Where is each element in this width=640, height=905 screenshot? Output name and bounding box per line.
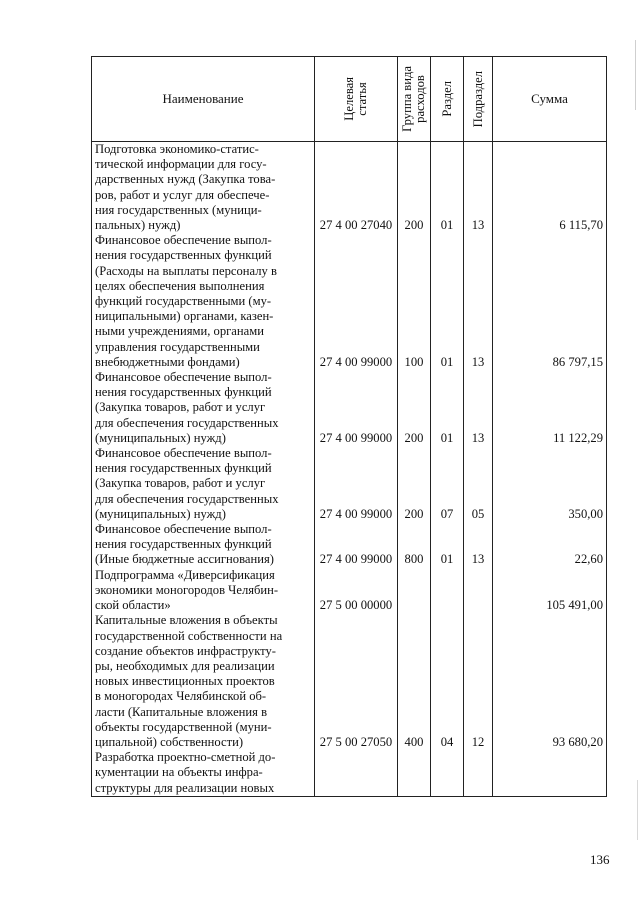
row-name: Разработка проектно-сметной до- кументации на объекты инфра- структуры для реализации новых [92,750,315,796]
row-sum: 105 491,00 [493,568,607,614]
header-expense-group-label: Группа вида расходов [400,66,427,132]
table-row [92,370,607,446]
row-sum: 350,00 [493,446,607,522]
row-expense-group [398,750,431,796]
row-sum: 93 680,20 [493,613,607,750]
header-section-label: Раздел [439,81,454,117]
row-target-article: 27 5 00 27050 [315,613,398,750]
row-expense-group [398,568,431,614]
row-subsection: 05 [464,446,493,522]
row-expense-group: 200 [398,370,431,446]
table-row [92,142,607,234]
header-name: Наименование [92,57,315,142]
row-expense-group: 200 [398,142,431,234]
row-name: Капитальные вложения в объекты государственной собственности на создание объектов инфраструкту- ры, необходимых для реализации новых инвестиционных проектов в моногородах Челябинской об- ласти (Капитальные вложения в объекты государственной (муни- ципальной) собственности) [92,613,315,750]
row-subsection: 12 [464,613,493,750]
row-section [431,750,464,796]
row-sum: 11 122,29 [493,370,607,446]
table-row [92,568,607,614]
header-target-article-label: Целевая статья [342,77,369,121]
header-subsection [464,57,493,142]
row-sum: 86 797,15 [493,233,607,370]
row-name: Финансовое обеспечение выпол- нения государственных функций (Расходы на выплаты персоналу в целях обеспечения выполнения функций государственными (му- ниципальными) органами, казен- ными учреждениями, органами управления государственными внебюджетными фондами) [92,233,315,370]
row-expense-group: 800 [398,522,431,568]
page-number: 136 [590,852,610,867]
row-subsection: 13 [464,522,493,568]
row-section: 01 [431,522,464,568]
table-row [92,613,607,750]
row-name: Финансовое обеспечение выпол- нения государственных функций (Иные бюджетные ассигнования) [92,522,315,568]
row-expense-group: 400 [398,613,431,750]
row-section: 01 [431,142,464,234]
row-sum: 22,60 [493,522,607,568]
row-target-article: 27 4 00 99000 [315,446,398,522]
row-section: 01 [431,233,464,370]
row-target-article: 27 4 00 27040 [315,142,398,234]
row-name: Финансовое обеспечение выпол- нения государственных функций (Закупка товаров, работ и услуг для обеспечения государственных (муниципальных) нужд) [92,370,315,446]
row-target-article: 27 5 00 00000 [315,568,398,614]
row-subsection: 13 [464,142,493,234]
table-row [92,750,607,796]
header-sum: Сумма [493,57,607,142]
row-target-article [315,750,398,796]
page-edge-shadow [637,780,638,840]
header-section [431,57,464,142]
row-section: 01 [431,370,464,446]
row-name: Подготовка экономико-статис- тической информации для госу- дарственных нужд (Закупка това- ров, работ и услуг для обеспече- ния государственных (муници- пальных) нужд) [92,142,315,234]
table-row [92,233,607,370]
row-expense-group: 200 [398,446,431,522]
row-section [431,568,464,614]
row-target-article: 27 4 00 99000 [315,522,398,568]
row-section: 04 [431,613,464,750]
row-expense-group: 100 [398,233,431,370]
budget-table [91,56,607,797]
table-body [92,142,607,797]
row-name: Финансовое обеспечение выпол- нения государственных функций (Закупка товаров, работ и услуг для обеспечения государственных (муниципальных) нужд) [92,446,315,522]
header-expense-group [398,57,431,142]
row-section: 07 [431,446,464,522]
row-subsection [464,568,493,614]
header-target-article [315,57,398,142]
page-edge-shadow [635,40,636,110]
header-subsection-label: Подраздел [470,70,485,128]
row-target-article: 27 4 00 99000 [315,370,398,446]
row-sum: 6 115,70 [493,142,607,234]
row-subsection: 13 [464,370,493,446]
table-row [92,446,607,522]
table-header [92,57,607,142]
row-sum [493,750,607,796]
row-target-article: 27 4 00 99000 [315,233,398,370]
row-name: Подпрограмма «Диверсификация экономики моногородов Челябин- ской области» [92,568,315,614]
row-subsection: 13 [464,233,493,370]
row-subsection [464,750,493,796]
table-row [92,522,607,568]
